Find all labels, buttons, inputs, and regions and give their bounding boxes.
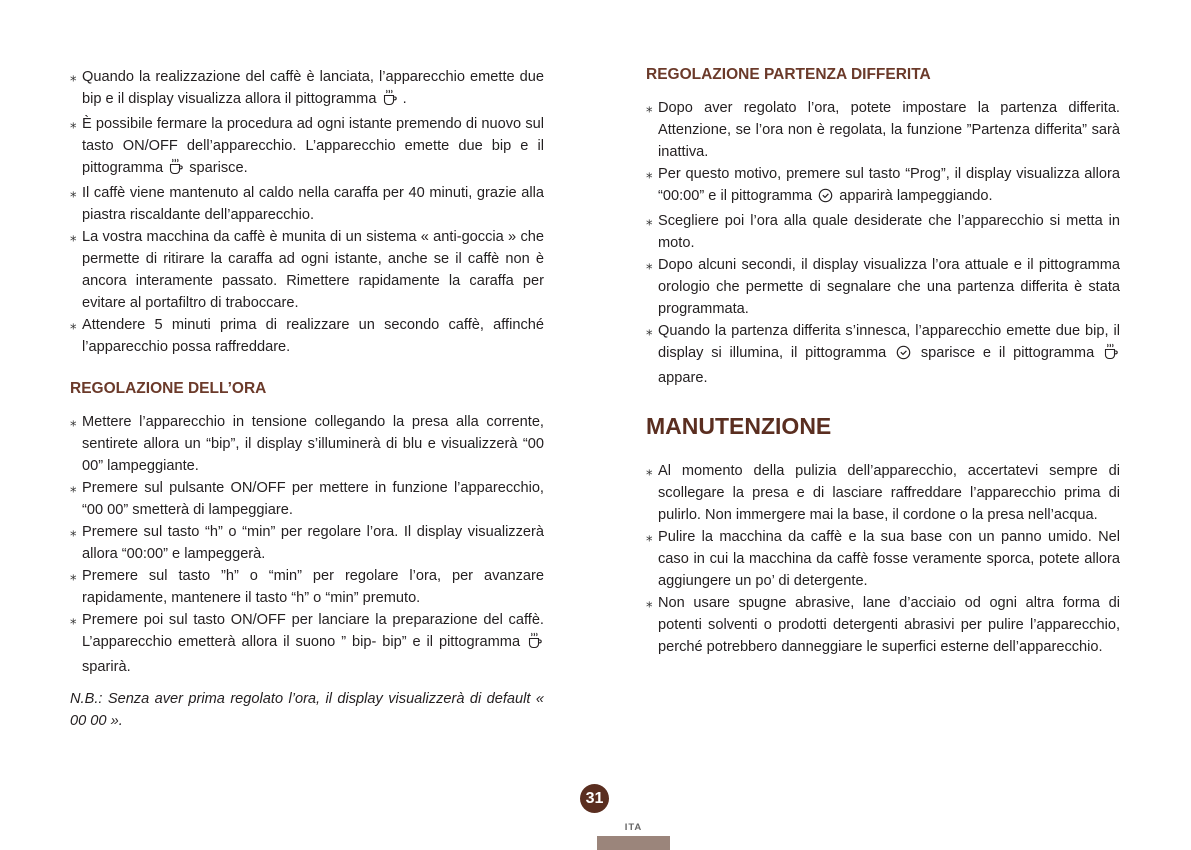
list-item — [70, 226, 544, 314]
language-label: ITA — [624, 822, 643, 833]
asterisk-bullet-icon: ⁎ — [646, 166, 653, 181]
list-item — [646, 320, 1120, 389]
list-item — [646, 460, 1120, 526]
heading-manutenzione: MANUTENZIONE — [646, 413, 832, 439]
asterisk-bullet-icon: ⁎ — [646, 323, 653, 338]
clock-icon — [818, 188, 833, 210]
clock-icon — [896, 345, 911, 367]
list-item — [70, 314, 544, 358]
list-item-text: sparirà. — [82, 659, 131, 675]
list-item-text: Per questo motivo, premere sul tasto “Prog”, il display visualizza allora “00:00” e il pittogramma — [658, 166, 1120, 204]
asterisk-bullet-icon: ⁎ — [646, 463, 653, 478]
list-item-text: . — [402, 91, 407, 107]
right-column — [646, 66, 1120, 658]
list-item-text: Mettere l’apparecchio in tensione collegando la presa alla corrente, sentirete allora un “bip”, il display s’illuminerà di blu e visualizzerà “00 00” lampeggiante. — [82, 414, 544, 474]
language-bar — [597, 836, 670, 850]
list-item — [70, 521, 544, 565]
list-item — [646, 163, 1120, 210]
list-item — [646, 592, 1120, 658]
steaming-cup-icon — [383, 89, 397, 113]
list-item-text: Quando la realizzazione del caffè è lanciata, l’apparecchio emette due bip e il display visualizza allora il pittogramma — [82, 69, 544, 107]
list-item-text: Pulire la macchina da caffè e la sua base con un panno umido. Nel caso in cui la macchina da caffè fosse veramente sporca, potete allora aggiungere un po’ di detergente. — [658, 529, 1120, 589]
list-item-text: Non usare spugne abrasive, lane d’acciaio od ogni altra forma di potenti solventi o prodotti detergenti abrasivi per pulire l’apparecchio, perché potrebbero danneggiare le superfici esterne dell’apparecchio. — [658, 595, 1120, 655]
asterisk-bullet-icon: ⁎ — [70, 480, 77, 495]
maintenance-list — [646, 460, 1120, 658]
list-item-text: apparirà lampeggiando. — [839, 188, 993, 204]
asterisk-bullet-icon: ⁎ — [70, 524, 77, 539]
asterisk-bullet-icon: ⁎ — [70, 116, 77, 131]
asterisk-bullet-icon: ⁎ — [646, 213, 653, 228]
list-item-text: Scegliere poi l’ora alla quale desiderate che l’apparecchio si metta in moto. — [658, 213, 1120, 251]
nb-note: N.B.: Senza aver prima regolato l’ora, il display visualizzerà di default « 00 00 ». — [70, 691, 544, 729]
asterisk-bullet-icon: ⁎ — [70, 69, 77, 84]
list-item — [70, 477, 544, 521]
list-item-text: Dopo aver regolato l’ora, potete impostare la partenza differita. Attenzione, se l’ora non è regolata, la funzione ”Partenza differita” sarà inattiva. — [658, 100, 1120, 160]
list-item — [646, 97, 1120, 163]
list-item — [70, 411, 544, 477]
list-item-text: Il caffè viene mantenuto al caldo nella caraffa per 40 minuti, grazie alla piastra riscaldante dell’apparecchio. — [82, 185, 544, 223]
list-item — [646, 254, 1120, 320]
asterisk-bullet-icon: ⁎ — [70, 317, 77, 332]
list-item — [70, 113, 544, 182]
list-item-text: Al momento della pulizia dell’apparecchio, accertatevi sempre di scollegare la presa e di lasciare raffreddare l’apparecchio prima di pulirlo. Non immergere mai la base, il cordone o la presa nell’acqua. — [658, 463, 1120, 523]
list-item-text: Quando la partenza differita s’innesca, l’apparecchio emette due bip, il display si illumina, il pittogramma — [658, 323, 1120, 361]
list-item-text: Premere sul tasto ”h” o “min” per regolare l’ora, per avanzare rapidamente, mantenere il tasto “h” o “min” premuto. — [82, 568, 544, 606]
list-item-text: sparisce. — [189, 160, 248, 176]
list-item-text: appare. — [658, 370, 708, 386]
list-item-text: Premere sul pulsante ON/OFF per mettere in funzione l’apparecchio, “00 00” smetterà di lampeggiare. — [82, 480, 544, 518]
coffee-operation-list — [70, 66, 544, 358]
list-item-text: Attendere 5 minuti prima di realizzare un secondo caffè, affinché l’apparecchio possa raffreddare. — [82, 317, 544, 355]
list-item-text: È possibile fermare la procedura ad ogni istante premendo di nuovo sul tasto ON/OFF dell’apparecchio. L’apparecchio emette due bip e il pittogramma — [82, 116, 544, 176]
asterisk-bullet-icon: ⁎ — [646, 529, 653, 544]
steaming-cup-icon — [528, 632, 542, 656]
list-item — [70, 66, 544, 113]
list-item — [70, 182, 544, 226]
left-column — [70, 66, 544, 732]
asterisk-bullet-icon: ⁎ — [646, 100, 653, 115]
asterisk-bullet-icon: ⁎ — [70, 229, 77, 244]
asterisk-bullet-icon: ⁎ — [70, 185, 77, 200]
heading-regolazione-ora: REGOLAZIONE DELL’ORA — [70, 380, 267, 397]
asterisk-bullet-icon: ⁎ — [646, 257, 653, 272]
asterisk-bullet-icon: ⁎ — [70, 414, 77, 429]
list-item — [70, 565, 544, 609]
asterisk-bullet-icon: ⁎ — [70, 568, 77, 583]
asterisk-bullet-icon: ⁎ — [70, 612, 77, 627]
list-item — [646, 526, 1120, 592]
list-item — [70, 609, 544, 678]
list-item-text: La vostra macchina da caffè è munita di un sistema « anti-goccia » che permette di ritirare la caraffa ad ogni istante, anche se il caffè non è ancora interamente passato. Rimettere rapidamente la caraffa per evitare al portafiltro di traboccare. — [82, 229, 544, 311]
list-item — [646, 210, 1120, 254]
delayed-start-list — [646, 97, 1120, 389]
steaming-cup-icon — [1104, 343, 1118, 367]
list-item-text: Premere poi sul tasto ON/OFF per lanciare la preparazione del caffè. L’apparecchio emetterà allora il suono ” bip- bip” e il pittogramma — [82, 612, 544, 650]
asterisk-bullet-icon: ⁎ — [646, 595, 653, 610]
list-item-text: Premere sul tasto “h” o “min” per regolare l’ora. Il display visualizzerà allora “00:00” e lampeggerà. — [82, 524, 544, 562]
page-number-badge: 31 — [580, 784, 609, 813]
list-item-text: sparisce e il pittogramma — [920, 345, 1095, 361]
clock-setting-list — [70, 411, 544, 678]
list-item-text: Dopo alcuni secondi, il display visualizza l’ora attuale e il pittogramma orologio che permette di segnalare che una partenza differita è stata programmata. — [658, 257, 1120, 317]
steaming-cup-icon — [169, 158, 183, 182]
heading-partenza-differita: REGOLAZIONE PARTENZA DIFFERITA — [646, 66, 931, 83]
